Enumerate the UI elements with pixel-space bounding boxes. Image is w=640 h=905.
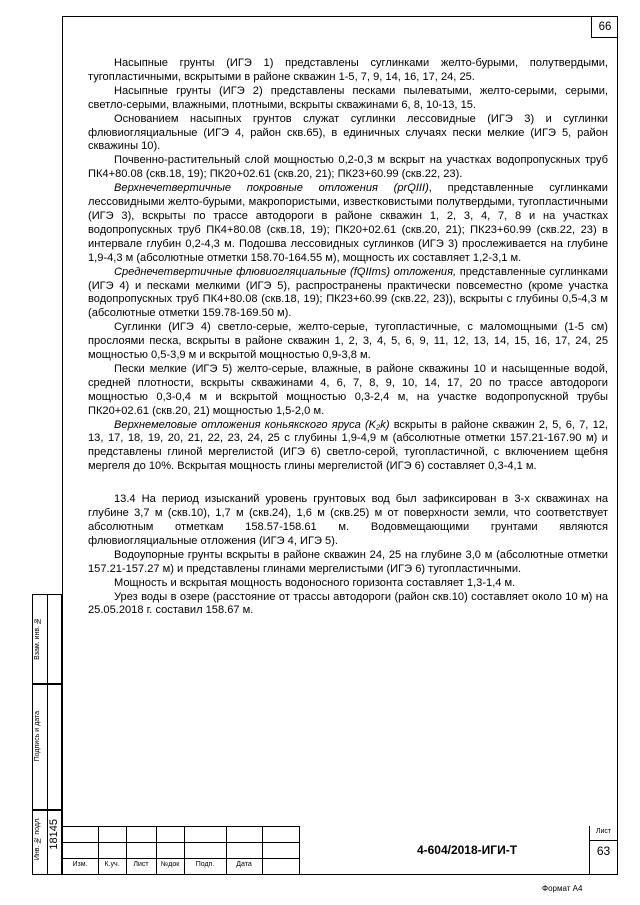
- paragraph: [88, 321, 608, 363]
- sheet-number: 63: [596, 844, 611, 858]
- paragraph: [88, 591, 608, 619]
- paragraph: [88, 577, 608, 591]
- title-block: [62, 826, 618, 875]
- paragraph: [88, 363, 608, 419]
- paragraph: [88, 549, 608, 577]
- text-segment: Основанием насыпных грунтов служат суглинки лессовидные (ИГЭ 3) и суглинки флювиогляциальные (ИГЭ 4, район скв.65), в единичных случаях пески мелкие (ИГЭ 5, район скважины 10).: [88, 112, 608, 153]
- side-stamp-podpis: [32, 684, 62, 810]
- paragraph: [88, 85, 608, 113]
- podpis-data-label: Подпись и дата: [34, 711, 41, 762]
- top-page-number: 66: [591, 16, 618, 38]
- paragraph: [88, 57, 608, 85]
- document-body: [88, 57, 608, 618]
- italic-segment: Верхнемеловые отложения коньякского яруса (K₂k): [114, 418, 390, 431]
- text-segment: 13.4 На период изысканий уровень грунтовых вод был зафиксирован в 3-х скважинах на глубине 3,7 м (скв.10), 1,7 м (скв.24), 1,6 м (скв.25) м от поверхности земли, что соответствует абсолютным отметкам 158.57-158.61 м. Водовмещающими грунтами являются флювиогляциальные отложения (ИГЭ 4, ИГЭ 5).: [88, 493, 608, 547]
- text-segment: вскрыты в районе скважин 2, 5, 6, 7, 12, 13, 17, 18, 19, 20, 21, 22, 23, 24, 25 с глубины 1,9-4,9 м (абсолютные отметки 157.21-167.90 м) и представлены глиной мергелистой (ИГЭ 6) светло-серой, тугопластичной, с включением щебня мергеля до 10%. Вскрытая мощность глины мергелистой (ИГЭ 6) составляет 0,3-4,1 м.: [88, 418, 608, 473]
- header-podp: Подп.: [195, 861, 215, 868]
- vzam-inv-label: Взам. инв. №: [34, 617, 41, 660]
- inv-podl-label: Инв. № подл.: [34, 817, 41, 861]
- header-kuch: К.уч.: [104, 861, 120, 868]
- side-stamp-inv: [32, 810, 62, 875]
- side-stamp-vzam: [32, 594, 62, 684]
- header-list: Лист: [133, 861, 149, 868]
- inv-podl-value: 18145: [48, 819, 60, 850]
- text-segment: , представленные суглинками лессовидными желто-бурыми, макропористыми, известковистыми полутвердыми, тугопластичными (ИГЭ 3), вскрыты по трассе автодороги в районе скважин 1, 2, 3, 4, 7, 8 и на участках водопропускных труб ПК4+80.08 (скв.18, 19); ПК20+02.61 (скв.20, 21); ПК23+60.99 (скв.22, 23) в интервале глубин 0,2-4,3 м. Подошва лессовидных суглинков (ИГЭ 3) прослеживается на глубине 1,9-4,3 м (абсолютные отметки 158.70-164.55 м), мощность их составляет 1,2-3,1 м.: [88, 182, 608, 264]
- italic-segment: Верхнечетвертичные покровные отложения (prQIII): [114, 182, 429, 195]
- text-segment: Пески мелкие (ИГЭ 5) желто-серые, влажные, в районе скважины 10 и насыщенные водой, средней плотности, вскрыты скважинами 4, 6, 7, 8, 9, 10, 14, 17, 20 по трассе автодороги мощностью 0,3-0,4 м и вскрытой мощностью 0,3-2,4 м, на участке водопропускной трубы ПК20+02.61 (скв.20, 21) мощностью 1,5-2,0 м.: [88, 362, 608, 417]
- document-code: 4-604/2018-ИГИ-Т: [416, 843, 518, 857]
- paragraph: [88, 266, 608, 322]
- text-segment: Почвенно-растительный слой мощностью 0,2-0,3 м вскрыт на участках водопропускных труб ПК4+80.08 (скв.18, 19); ПК20+02.61 (скв.20, 21); ПК23+60.99 (скв.22, 23).: [88, 154, 608, 181]
- header-izm: Изм.: [72, 861, 88, 868]
- text-segment: Урез воды в озере (расстояние от трассы автодороги (район скв.10) составляет около 10 м) на 25.05.2018 г. составил 158.67 м.: [88, 590, 608, 617]
- italic-segment: Среднечетвертичные флювиогляциальные (fQIIms) отложения,: [114, 265, 457, 278]
- text-segment: Мощность и вскрытая мощность водоносного горизонта составляет 1,3-1,4 м.: [114, 576, 516, 589]
- sheet-label: Лист: [595, 828, 612, 835]
- text-segment: Водоупорные грунты вскрыты в районе скважин 24, 25 на глубине 3,0 м (абсолютные отметки 157.21-157.27 м) и представлены глинами мергелистыми (ИГЭ 6) тугопластичными.: [88, 548, 608, 575]
- header-data: Дата: [236, 861, 252, 868]
- paragraph: [88, 182, 608, 265]
- paragraph: [88, 154, 608, 182]
- text-segment: представленные суглинками (ИГЭ 4) и песками мелкими (ИГЭ 5), распространены практически повсеместно (кроме участка водопропускных труб ПК4+80.08 (скв.18, 19); ПК23+60.99 (скв.22, 23)), вскрыты с глубины 0,5-4,3 м (абсолютные отметки 159.78-169.50 м).: [88, 265, 608, 320]
- text-segment: Суглинки (ИГЭ 4) светло-серые, желто-серые, тугопластичные, с маломощными (1-5 см) прослоями песка, вскрыты в районе скважин 1, 2, 3, 4, 5, 6, 9, 11, 12, 13, 14, 15, 16, 17, 24, 25 мощностью 0,5-3,9 м и вскрытой мощностью 0,9-3,8 м.: [88, 321, 608, 362]
- paragraph: [88, 419, 608, 475]
- paragraph: [88, 493, 608, 549]
- paragraph: [88, 113, 608, 155]
- text-segment: Насыпные грунты (ИГЭ 2) представлены песками пылеватыми, желто-серыми, серыми, светло-серыми, влажными, плотными, вскрыты скважинами 6, 8, 10-13, 15.: [88, 84, 608, 111]
- header-ndok: №док: [160, 861, 180, 868]
- format-label: Формат А4: [542, 884, 583, 893]
- text-segment: Насыпные грунты (ИГЭ 1) представлены суглинками желто-бурыми, полутвердыми, тугопластичными, вскрытыми в районе скважин 1-5, 7, 9, 14, 16, 17, 24, 25.: [88, 57, 608, 83]
